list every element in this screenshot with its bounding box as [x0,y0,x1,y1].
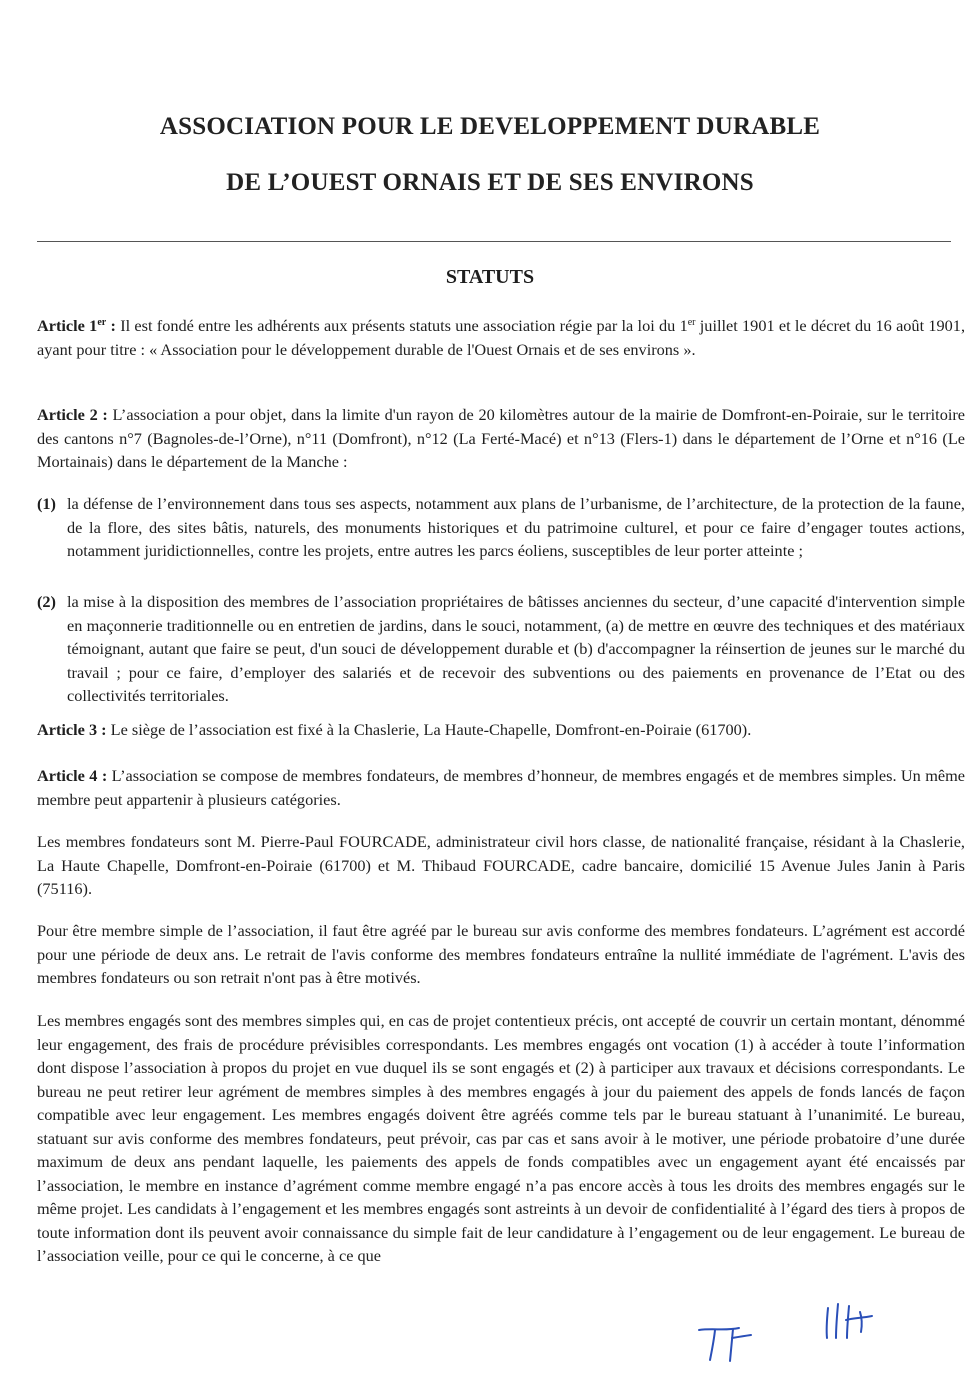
article-1-text-a: Il est fondé entre les adhérents aux présents statuts une association régie par la loi du 1 [115,316,688,335]
initials-ppf-signature [818,1298,880,1344]
article-3-label: Article 3 : [37,720,107,739]
article-4 [37,764,965,811]
article-3 [37,718,965,742]
header-divider [37,241,951,242]
article-1 [37,314,965,361]
article-2-item-2 [37,590,965,708]
article-2-label: Article 2 : [37,405,108,424]
item-number: (2) [37,592,56,611]
item-text: la mise à la disposition des membres de l’association propriétaires de bâtisses anciennes du secteur, d’une capacité d'intervention simple en maçonnerie traditionnelle ou en entretien de jardins, dans le souci, notamment, (a) de mettre en œuvre des techniques et des matériaux témoignant, autant que faire se peut, d'un souci de développement durable et (b) d'accompagner la réinsertion de jeunes sur le marché du travail ; pour ce faire, d’employer des salariés et de recevoir des subventions ou des paiements en provenance de l’Etat ou des collectivités territoriales. [67,592,965,705]
article-4-text: L’association se compose de membres fondateurs, de membres d’honneur, de membres engagés et de membres simples. Un même membre peut appartenir à plusieurs catégories. [37,766,965,809]
document-title-line-1: ASSOCIATION POUR LE DEVELOPPEMENT DURABLE [159,113,821,140]
document-title-line-2: DE L’OUEST ORNAIS ET DE SES ENVIRONS [226,169,754,196]
article-4-paragraph-founders: Les membres fondateurs sont M. Pierre-Paul FOURCADE, administrateur civil hors classe, de nationalité française, résidant à la Chaslerie, La Haute Chapelle, Domfront-en-Poiraie (61700) et M. Thibaud FOURCADE, cadre bancaire, domicilié 15 Avenue Jules Janin à Paris (75116). [37,832,965,898]
article-1-label: Article 1er : [37,316,116,335]
article-1-text-sup: er [687,317,696,328]
article-4-label: Article 4 : [37,766,108,785]
article-3-text: Le siège de l’association est fixé à la Chaslerie, La Haute-Chapelle, Domfront-en-Poiraie (61700). [106,720,752,739]
initials-tf-signature [695,1318,755,1364]
article-4-paragraph-engaged-members: Les membres engagés sont des membres simples qui, en cas de projet contentieux précis, ont accepté de couvrir un certain montant, dénommé leur engagement, des frais de procédure prévisibles correspondants. Les membres engagés ont vocation (1) à accéder à toute l’information dont dispose l’association à propos du projet en vue duquel ils se sont engagés et (2) à participer aux travaux et décisions correspondants. Le bureau ne peut retirer leur agrément de membres simples à des membres engagés à jour du paiement des appels de fonds lancés de façon compatible avec leur engagement. Les membres engagés doivent être agréés comme tels par le bureau statuant à l’unanimité. Le bureau, statuant sur avis conforme des membres fondateurs, peut prévoir, cas par cas et sans avoir à le motiver, une période probatoire d’une durée maximum de deux ans pendant laquelle, les paiements des appels de fonds compatibles avec un engagement ayant été encaissés par l’association, le membre en instance d’agrément comme membre engagé n’a pas encore accès à tous les droits des membres engagés sur le même projet. Les candidats à l’engagement et les membres engagés sont astreints à un devoir de confidentialité à l’égard des tiers à propos de toute information dont ils peuvent avoir connaissance du simple fait de leur candidature à l’engagement ou de leur engagement. Le bureau de l’association veille, pour ce qui le concerne, à ce que [37,1011,965,1265]
article-2-text: L’association a pour objet, dans la limite d'un rayon de 20 kilomètres autour de la mairie de Domfront-en-Poiraie, sur le territoire des cantons n°7 (Bagnoles-de-l’Orne), n°11 (Domfront), n°12 (La Ferté-Macé) et n°13 (Flers-1) dans le département de l’Orne et n°16 (Le Mortainais) dans le département de la Manche : [37,405,966,471]
section-heading-statuts: STATUTS [445,266,535,288]
article-4-paragraph-simple-members: Pour être membre simple de l’association, il faut être agréé par le bureau sur avis conforme des membres fondateurs. L’agrément est accordé pour une période de deux ans. Le retrait de l'avis conforme des membres fondateurs entraîne la nullité immédiate de l'agrément. L'avis des membres fondateurs ou son retrait n'ont pas à être motivés. [37,921,965,987]
article-1-text-b: juillet 1901 et le décret du 16 août 1901, ayant pour titre : « Association pour le développement durable de l'Ouest Ornais et de ses environs ». [37,316,966,359]
article-2-item-1 [37,492,965,563]
item-text: la défense de l’environnement dans tous ses aspects, notamment aux plans de l’urbanisme, de l’architecture, de la protection de la faune, de la flore, des sites bâtis, naturels, des monuments historiques et du patrimoine culturel, et pour ce faire d’engager toutes actions, notamment juridictionnelles, contre les projets, entre autres les parcs éoliens, susceptibles de leur porter atteinte ; [67,494,965,560]
article-2 [37,403,965,474]
item-number: (1) [37,494,56,513]
